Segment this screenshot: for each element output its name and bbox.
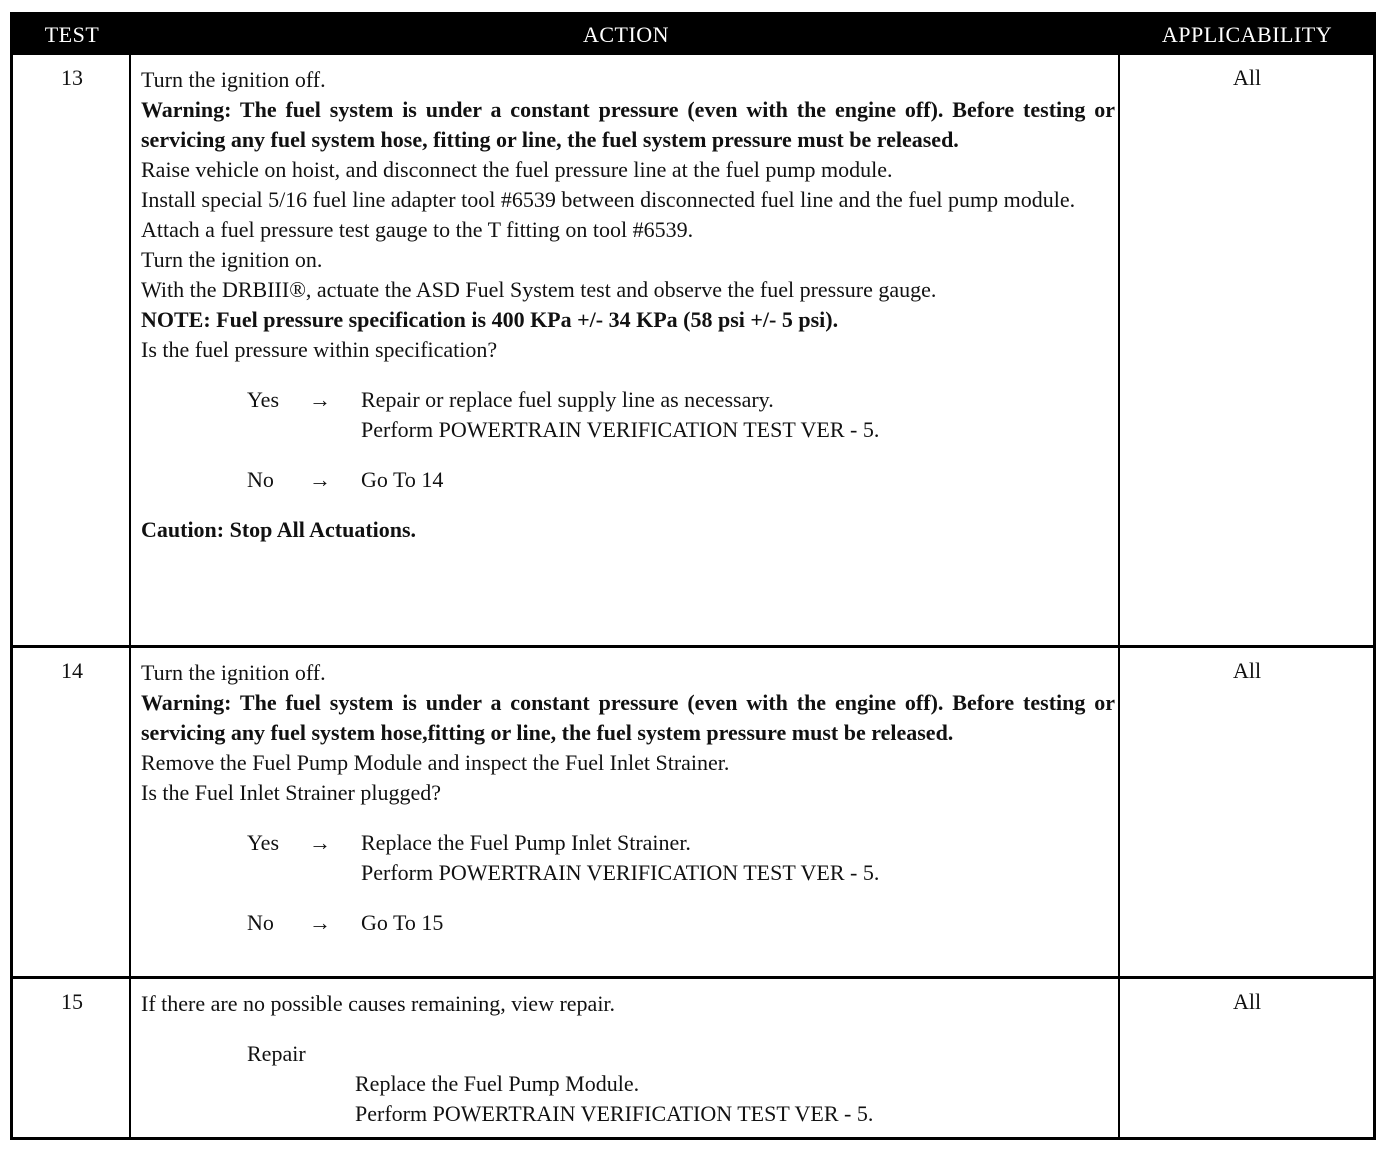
arrow-icon: → [309,467,331,492]
action-cell [141,658,1115,938]
yes-result-verify: Perform POWERTRAIN VERIFICATION TEST VER - 5. [361,860,880,885]
action-line: With the DRBIII®, actuate the ASD Fuel System test and observe the fuel pressure gauge. [141,277,937,302]
header-action: ACTION [582,22,670,47]
action-line: If there are no possible causes remaining, view repair. [141,991,616,1016]
yes-result: Replace the Fuel Pump Inlet Strainer. [361,830,691,855]
action-line: Turn the ignition off. [141,67,326,92]
diagnostic-table [10,12,1376,1140]
action-line: Raise vehicle on hoist, and disconnect the fuel pressure line at the fuel pump module. [141,157,893,182]
table-row [13,55,1373,645]
yes-label: Yes [247,387,280,412]
table-row [13,648,1373,976]
no-answer [141,908,1115,938]
warning-text: Warning: The fuel system is under a constant pressure (even with the engine off). Before testing or servicing any fuel system hose, fitting or line, the fuel system pressure must be released. [141,97,1115,152]
action-line: Install special 5/16 fuel line adapter tool #6539 between disconnected fuel line and the fuel pump module. [141,187,1076,212]
no-answer [141,465,1115,495]
repair-step: Replace the Fuel Pump Module. [355,1071,640,1096]
action-line: Turn the ignition off. [141,660,326,685]
yes-result-verify: Perform POWERTRAIN VERIFICATION TEST VER - 5. [361,417,880,442]
header-applicability: APPLICABILITY [1161,22,1333,47]
yes-result: Repair or replace fuel supply line as necessary. [361,387,774,412]
action-line: Remove the Fuel Pump Module and inspect the Fuel Inlet Strainer. [141,750,730,775]
yes-label: Yes [247,830,280,855]
question-text: Is the fuel pressure within specification? [141,337,498,362]
note-text: NOTE: Fuel pressure specification is 400 KPa +/- 34 KPa (58 psi +/- 5 psi). [141,307,839,332]
no-result: Go To 15 [361,910,444,935]
header-test: TEST [44,22,100,47]
action-cell [141,65,1115,545]
table-header [13,15,1373,55]
action-line: Attach a fuel pressure test gauge to the T fitting on tool #6539. [141,217,694,242]
no-result: Go To 14 [361,467,444,492]
action-line: Turn the ignition on. [141,247,323,272]
yes-answer [141,385,1115,415]
test-number: 14 [61,658,83,683]
action-cell [141,989,1115,1129]
applicability-value: All [1232,658,1262,683]
no-label: No [247,467,274,492]
table-row [13,979,1373,1137]
arrow-icon: → [309,830,331,855]
arrow-icon: → [309,387,331,412]
applicability-value: All [1232,65,1262,90]
repair-label: Repair [247,1041,306,1066]
applicability-value: All [1232,989,1262,1014]
caution-text: Caution: Stop All Actuations. [141,517,417,542]
repair-verify: Perform POWERTRAIN VERIFICATION TEST VER - 5. [355,1101,874,1126]
arrow-icon: → [309,910,331,935]
no-label: No [247,910,274,935]
test-number: 15 [61,989,83,1014]
yes-answer [141,828,1115,858]
warning-text: Warning: The fuel system is under a constant pressure (even with the engine off). Before testing or servicing any fuel system hose,fitting or line, the fuel system pressure must be released. [141,690,1115,745]
test-number: 13 [61,65,83,90]
question-text: Is the Fuel Inlet Strainer plugged? [141,780,441,805]
